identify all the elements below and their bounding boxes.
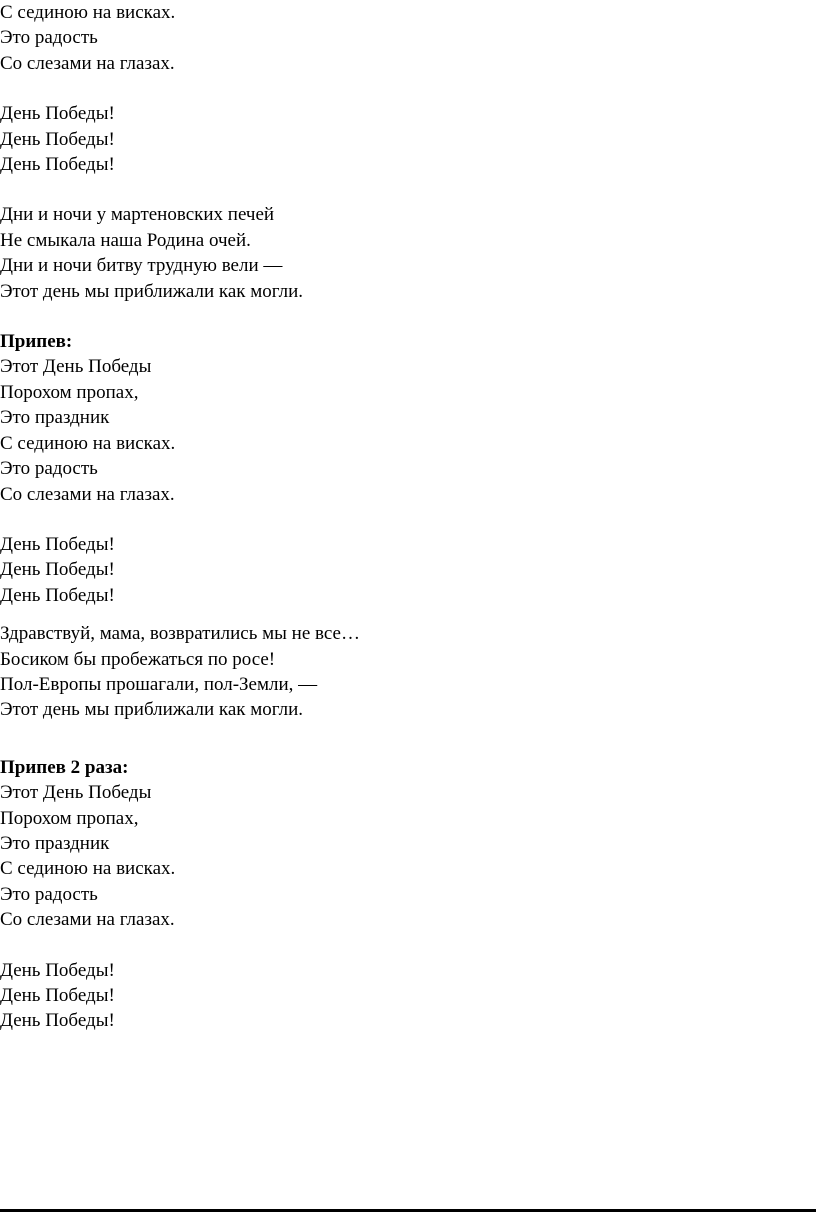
lyric-line: С сединою на висках. [0, 2, 176, 23]
lyric-line: День Победы! [0, 559, 115, 581]
lyric-line: День Победы! [0, 959, 115, 981]
chorus-heading: Припев 2 раза: [0, 756, 129, 778]
page-bottom-rule [0, 1209, 816, 1212]
lyric-line: Это праздник [0, 832, 110, 854]
stanza-victory-day [0, 958, 800, 1034]
lyric-line: Этот День Победы [0, 782, 152, 804]
lyric-line: Порохом пропах, [0, 807, 139, 829]
lyric-line: День Победы! [0, 154, 115, 176]
lyric-line: Дни и ночи у мартеновских печей [0, 204, 275, 226]
lyric-line: Это радость [0, 27, 98, 49]
stanza-verse-3 [0, 621, 800, 723]
stanza-verse-2 [0, 202, 800, 304]
lyric-line: Дни и ночи битву трудную вели — [0, 255, 283, 277]
stanza-victory-day [0, 532, 800, 608]
chorus-heading: Припев: [0, 331, 73, 353]
lyric-line: Порохом пропах, [0, 381, 139, 403]
lyric-line: День Победы! [0, 533, 115, 555]
lyric-line: Это радость [0, 883, 98, 905]
lyric-line: Здравствуй, мама, возвратились мы не все… [0, 623, 360, 645]
lyric-line: Этот День Победы [0, 356, 152, 378]
lyric-line: Со слезами на глазах. [0, 483, 175, 505]
lyric-line: С сединою на висках. [0, 432, 176, 454]
lyric-line: Не смыкала наша Родина очей. [0, 229, 251, 251]
lyric-line: День Победы! [0, 128, 115, 150]
lyric-line: День Победы! [0, 985, 115, 1006]
lyric-line: Со слезами на глазах. [0, 909, 175, 931]
lyric-line: С сединою на висках. [0, 858, 176, 880]
lyric-line: Это радость [0, 458, 98, 480]
lyric-line: Пол-Европы прошагали, пол-Земли, — [0, 673, 318, 695]
stanza-victory-day [0, 101, 800, 177]
stanza-chorus [0, 329, 800, 507]
lyric-line: День Победы! [0, 584, 115, 606]
lyric-line: Босиком бы пробежаться по росе! [0, 648, 276, 670]
lyric-line: Этот день мы приближали как могли. [0, 699, 304, 721]
lyric-line: Этот день мы приближали как могли. [0, 280, 304, 302]
lyric-line: Это праздник [0, 407, 110, 429]
stanza-chorus-twice [0, 755, 800, 933]
lyric-line: День Победы! [0, 1010, 115, 1032]
lyric-line: Со слезами на глазах. [0, 52, 175, 74]
lyric-line: День Победы! [0, 103, 115, 125]
stanza-chorus-ending [0, 0, 800, 76]
